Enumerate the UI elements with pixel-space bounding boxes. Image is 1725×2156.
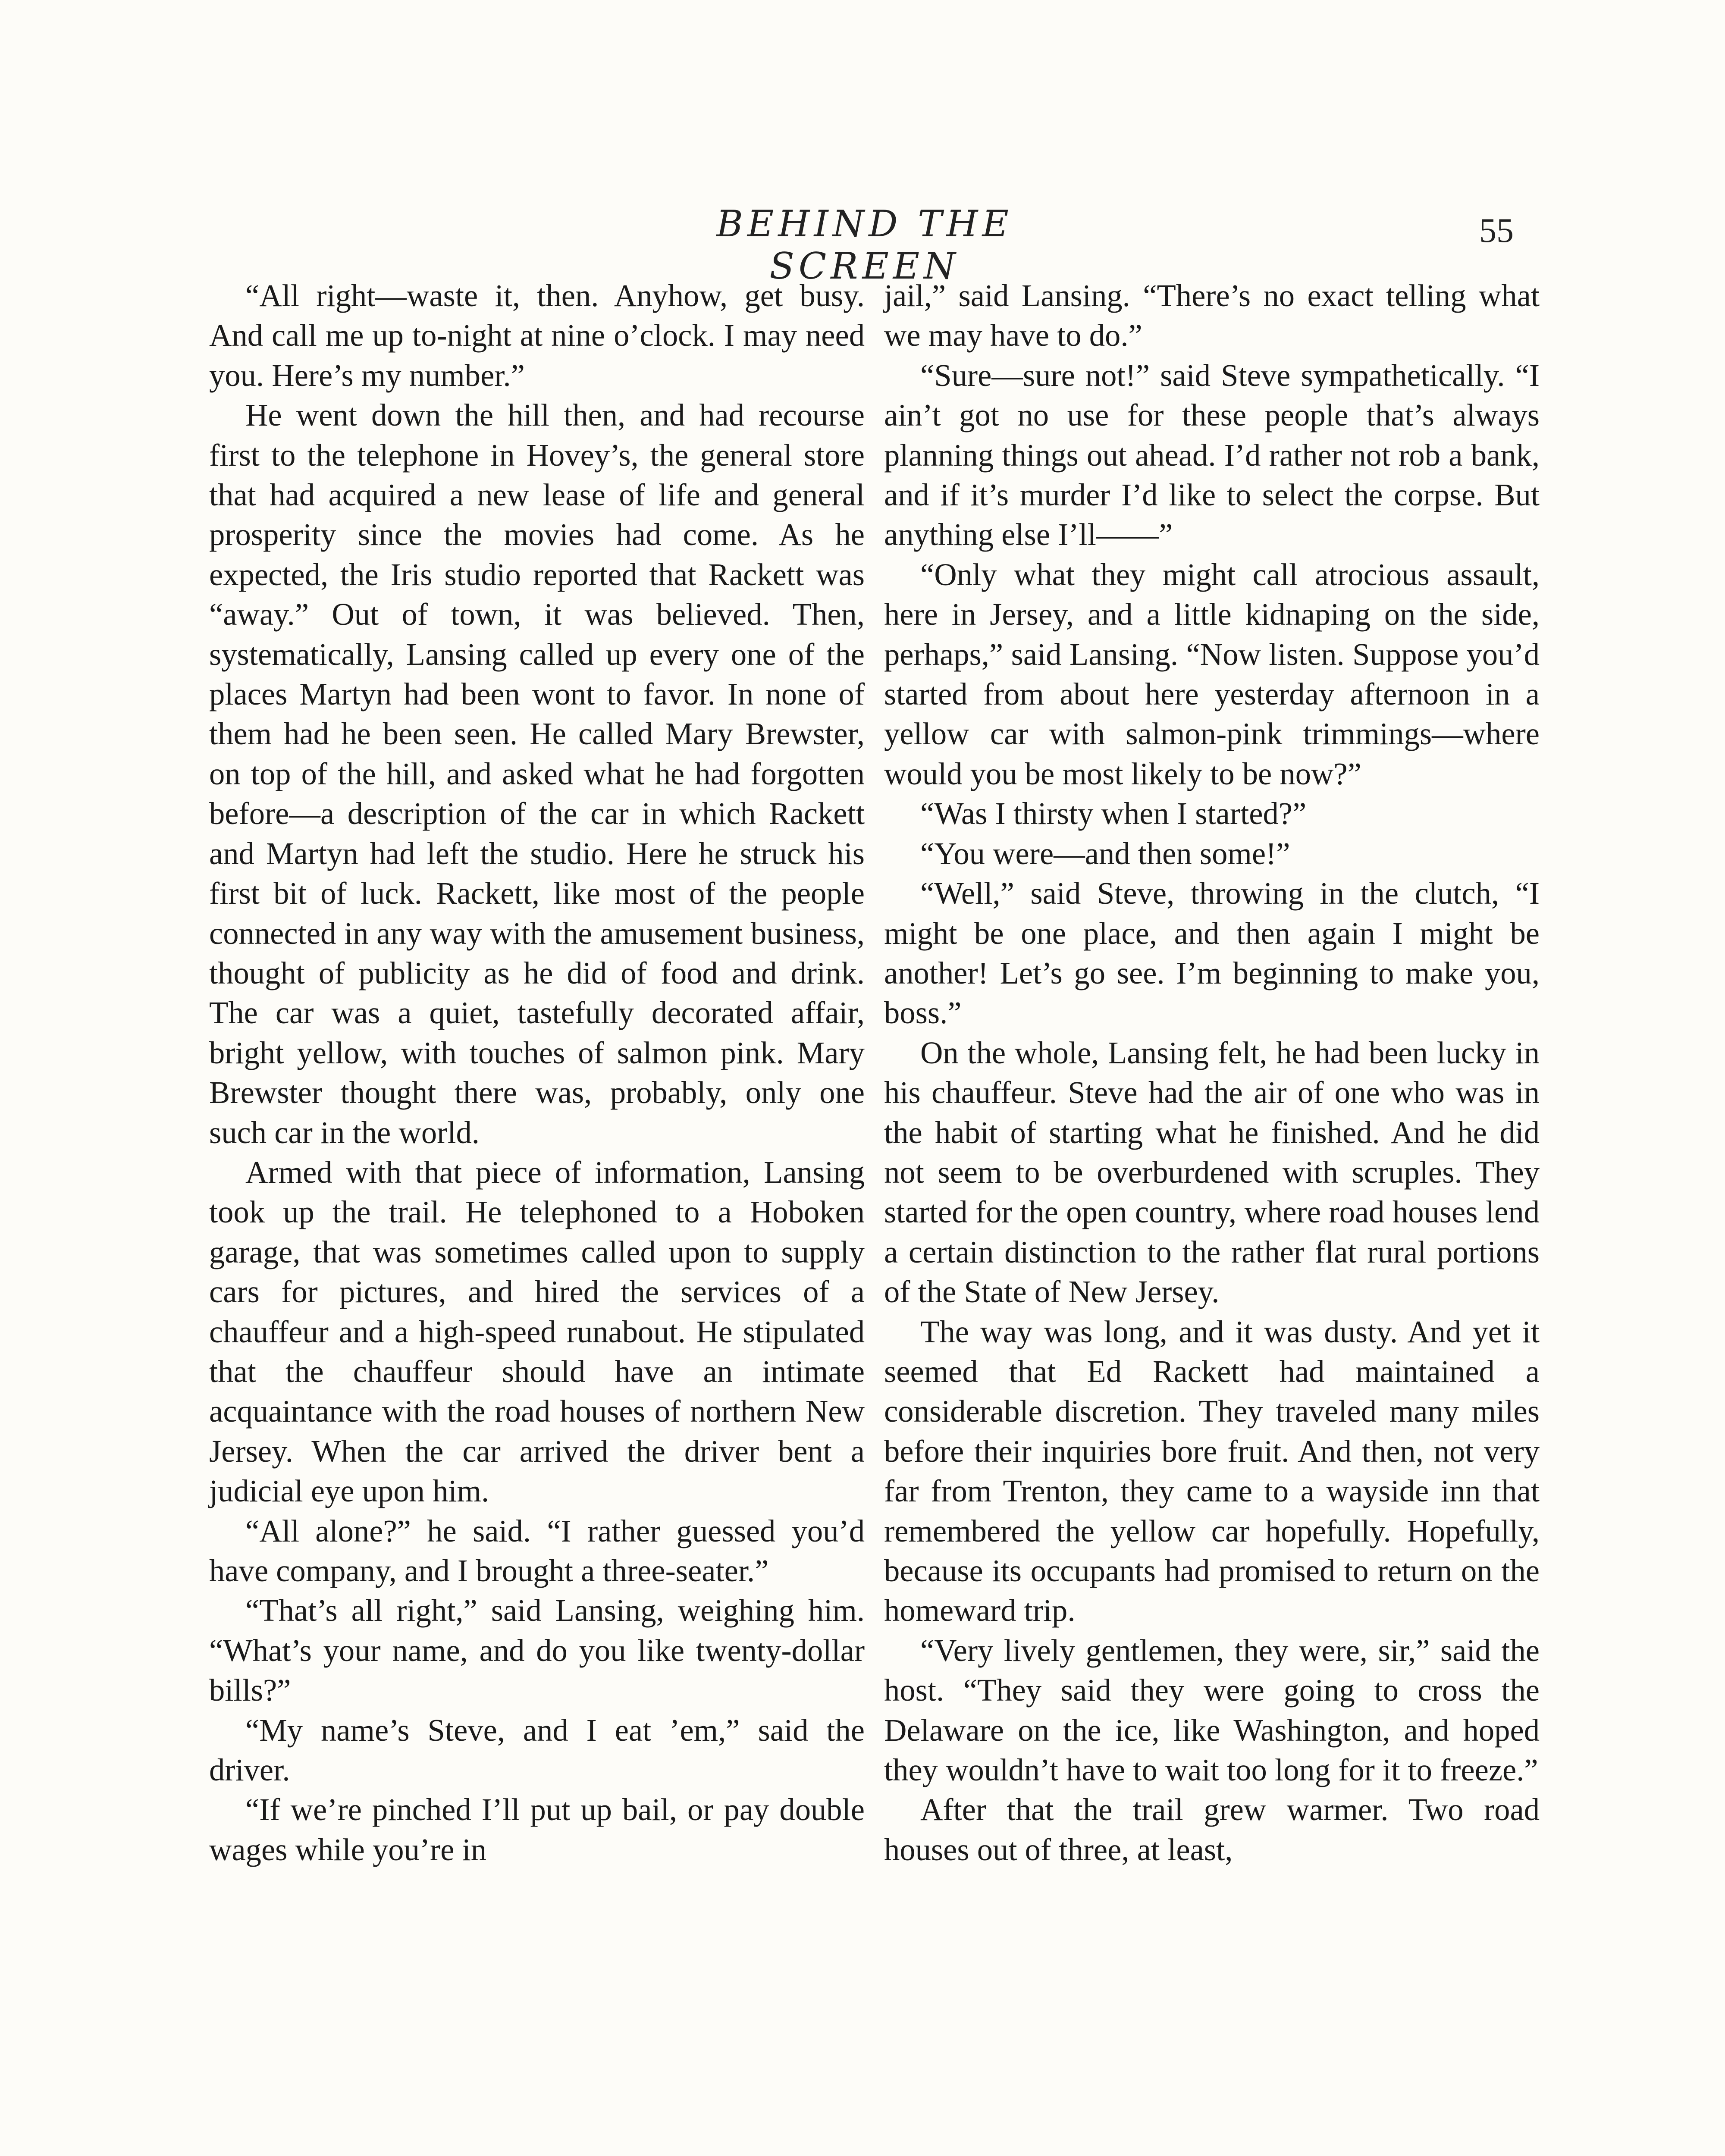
paragraph: On the whole, Lansing felt, he had been lucky in his chauffeur. Steve had the air of one who was in the habit of starting what he finished. And he did not seem to be overburdened with scruples. They started for the open country, where road houses lend a certain distinction to the rather flat rural portions of the State of New Jersey.	[884, 1035, 1540, 1310]
paragraph: “That’s all right,” said Lansing, weighing him. “What’s your name, and do you like twenty-dollar bills?”	[209, 1593, 865, 1708]
paragraph: “All alone?” he said. “I rather guessed you’d have company, and I brought a three-seater.”	[209, 1513, 865, 1588]
page-number: 55	[1479, 212, 1514, 250]
paragraph: “Only what they might call atrocious assault, here in Jersey, and a little kidnaping on the side, perhaps,” said Lansing. “Now listen. Suppose you’d started from about here yesterday afternoon in a yellow car with salmon-pink trimmings—where would you be most likely to be now?”	[884, 557, 1540, 791]
right-column	[884, 276, 1540, 1870]
paragraph: Armed with that piece of information, Lansing took up the trail. He telephoned to a Hoboken garage, that was sometimes called upon to supply cars for pictures, and hired the services of a chauffeur and a high-speed runabout. He stipulated that the chauffeur should have an intimate acquaintance with the road houses of northern New Jersey. When the car arrived the driver bent a judicial eye upon him.	[209, 1154, 865, 1509]
paragraph: “You were—and then some!”	[920, 836, 1290, 871]
paragraph: “My name’s Steve, and I eat ’em,” said the driver.	[209, 1712, 865, 1788]
paragraph: “If we’re pinched I’ll put up bail, or pay double wages while you’re in	[209, 1792, 865, 1867]
paragraph-continued: jail,” said Lansing. “There’s no exact telling what we may have to do.”	[884, 278, 1540, 353]
paragraph: “Sure—sure not!” said Steve sympathetically. “I ain’t got no use for these people that’s always planning things out ahead. I’d rather not rob a bank, and if it’s murder I’d like to select the corpse. But anything else I’ll——”	[884, 357, 1540, 552]
paragraph: The way was long, and it was dusty. And yet it seemed that Ed Rackett had maintained a considerable discretion. They traveled many miles before their inquiries bore fruit. And then, not very far from Trenton, they came to a wayside inn that remembered the yellow car hopefully. Hopefully, because its occupants had promised to return on the homeward trip.	[884, 1314, 1540, 1628]
paragraph: “Was I thirsty when I started?”	[920, 796, 1307, 831]
paragraph: After that the trail grew warmer. Two road houses out of three, at least,	[884, 1792, 1540, 1867]
running-head: BEHIND THE SCREEN	[716, 203, 1013, 287]
paragraph: “Well,” said Steve, throwing in the clutch, “I might be one place, and then again I might be another! Let’s go see. I’m beginning to make you, boss.”	[884, 876, 1540, 1031]
paragraph: He went down the hill then, and had recourse first to the telephone in Hovey’s, the general store that had acquired a new lease of life and general prosperity since the movies had come. As he expected, the Iris studio reported that Rackett was “away.” Out of town, it was believed. Then, systematically, Lansing called up every one of the places Martyn had been wont to favor. In none of them had he been seen. He called Mary Brewster, on top of the hill, and asked what he had forgotten before—a description of the car in which Rackett and Martyn had left the studio. Here he struck his first bit of luck. Rackett, like most of the people connected in any way with the amusement business, thought of publicity as he did of food and drink. The car was a quiet, tastefully decorated affair, bright yellow, with touches of salmon pink. Mary Brewster thought there was, probably, only one such car in the world.	[209, 398, 865, 1150]
paragraph: “All right—waste it, then. Anyhow, get busy. And call me up to-night at nine o’clock. I may need you. Here’s my number.”	[209, 278, 865, 393]
paragraph: “Very lively gentlemen, they were, sir,” said the host. “They said they were going to cross the Delaware on the ice, like Washington, and hoped they wouldn’t have to wait too long for it to freeze.”	[884, 1633, 1540, 1788]
left-column	[209, 276, 865, 1870]
